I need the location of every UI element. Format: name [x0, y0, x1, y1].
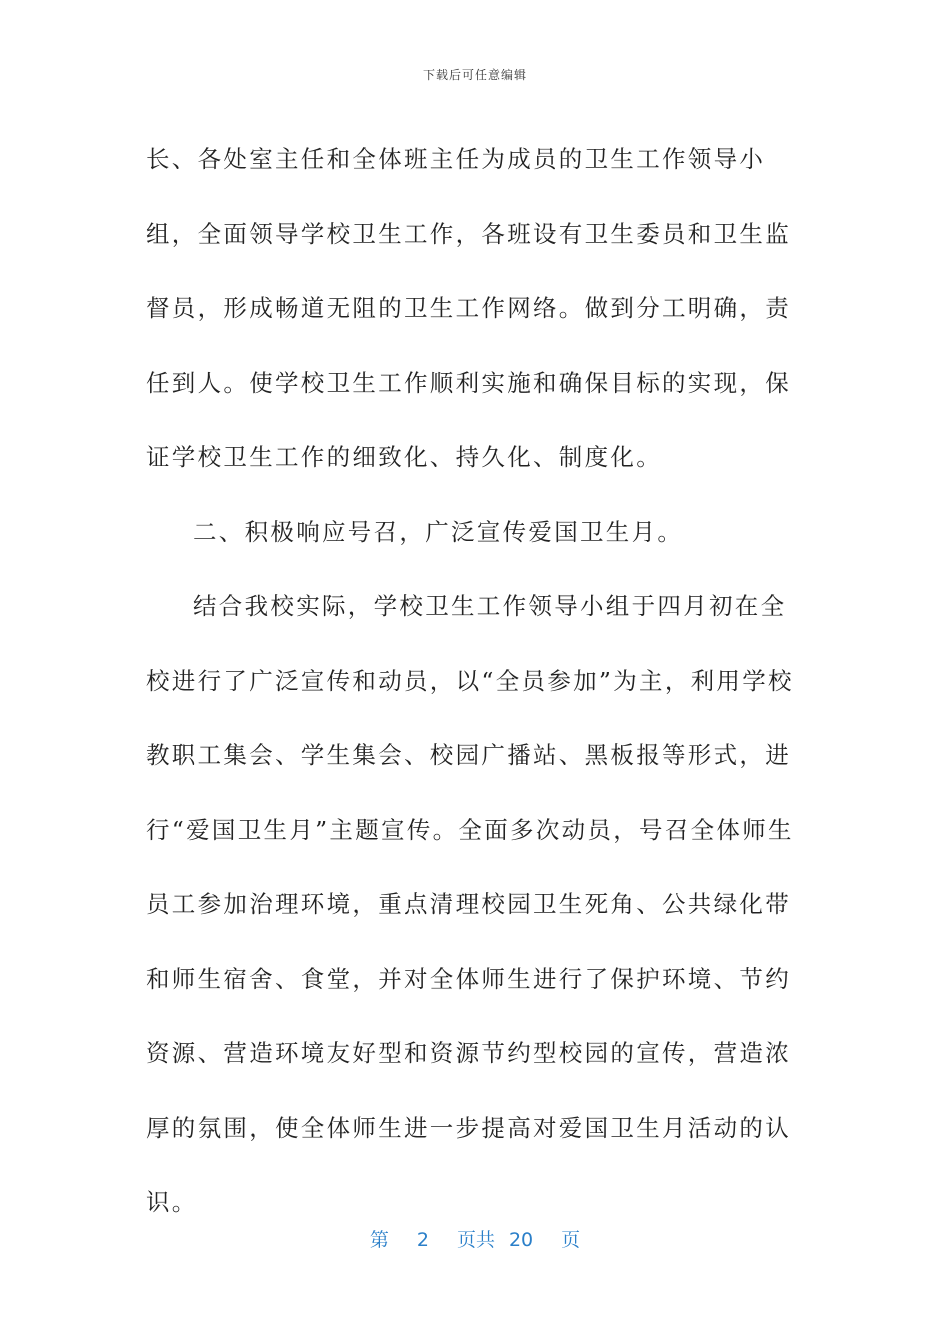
- document-body: [146, 122, 806, 1240]
- footer-middle: 页共: [456, 1229, 495, 1251]
- current-page-number: 2: [416, 1229, 429, 1251]
- page-footer: [0, 1225, 950, 1252]
- total-pages-number: 20: [508, 1229, 534, 1251]
- paragraph: 结合我校实际，学校卫生工作领导小组于四月初在全校进行了广泛宣传和动员，以“全员参加”为主，利用学校教职工集会、学生集会、校园广播站、黑板报等形式，进行“爱国卫生月”主题宣传。全面多次动员，号召全体师生员工参加治理环境，重点清理校园卫生死角、公共绿化带和师生宿舍、食堂，并对全体师生进行了保护环境、节约资源、营造环境友好型和资源节约型校园的宣传，营造浓厚的氛围，使全体师生进一步提高对爱国卫生月活动的认识。: [146, 592, 794, 1216]
- paragraph-continuation: 长、各处室主任和全体班主任为成员的卫生工作领导小组，全面领导学校卫生工作，各班设有卫生委员和卫生监督员，形成畅道无阻的卫生工作网络。做到分工明确，责任到人。使学校卫生工作顺利实施和确保目标的实现，保证学校卫生工作的细致化、持久化、制度化。: [146, 145, 791, 471]
- footer-prefix: 第: [369, 1229, 389, 1251]
- section-heading: 二、积极响应号召，广泛宣传爱国卫生月。: [193, 517, 684, 546]
- footer-suffix: 页: [561, 1229, 581, 1251]
- page-header: 下载后可任意编辑: [422, 68, 527, 82]
